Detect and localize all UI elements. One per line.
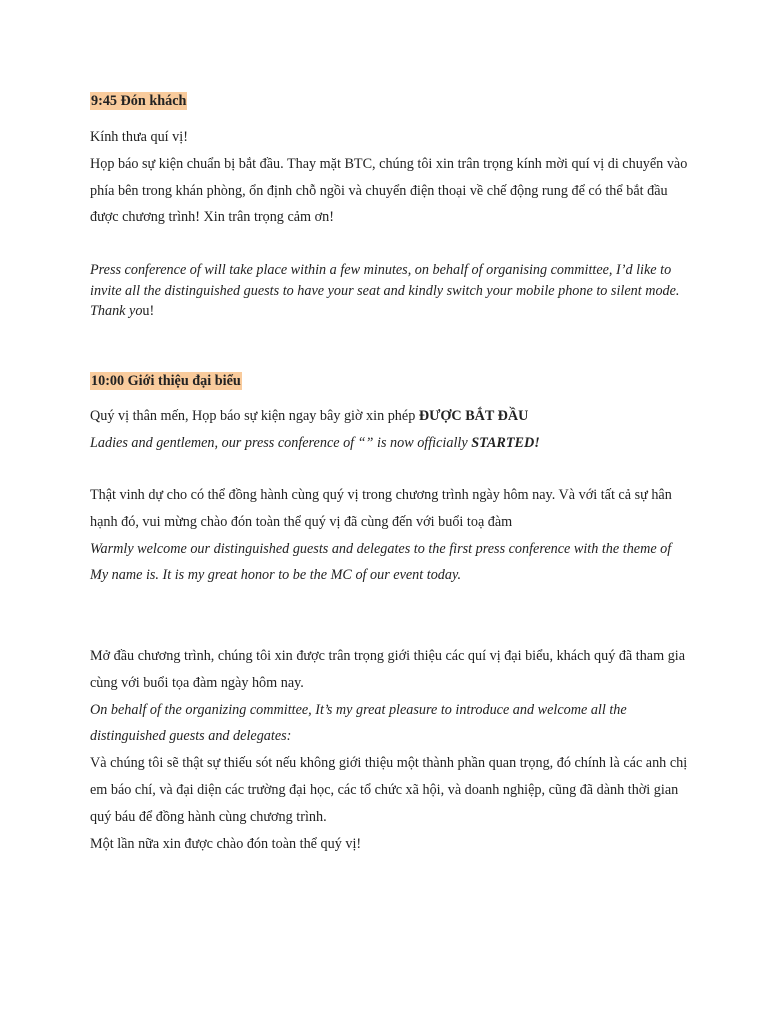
opening-en: [90, 430, 690, 457]
section-1-heading: 9:45 Đón khách: [91, 93, 187, 109]
intro-en: On behalf of the organizing committee, It’s my great pleasure to introduce and welcome all the distinguished guests and delegates:: [90, 701, 627, 745]
section-2-heading-wrap: [90, 372, 690, 390]
intro-block: [90, 643, 690, 857]
intro-vi: Mở đầu chương trình, chúng tôi xin được trân trọng giới thiệu các quí vị đại biểu, khách quý đã tham gia cùng với buổi tọa đàm ngày hôm nay.: [90, 648, 686, 691]
press-thanks-vi: Và chúng tôi sẽ thật sự thiếu sót nếu không giới thiệu một thành phần quan trọng, đó chính là các anh chị em báo chí, và đại diện các trường đại học, các tổ chức xã hội, và doanh nghiệp, cũng đã dành thời gian quý báu để đồng hành cùng chương trình.: [90, 755, 688, 825]
section-1-heading-wrap: [90, 92, 690, 110]
seating-announcement-en: [90, 260, 690, 322]
opening-vi: [90, 403, 690, 430]
opening-vi-bold: ĐƯỢC BẮT ĐẦU: [418, 408, 529, 424]
welcome-en: Warmly welcome our distinguished guests and delegates to the first press conference with the theme of: [90, 540, 672, 557]
opening-block: [90, 403, 690, 457]
seating-announcement-vi: Họp báo sự kiện chuẩn bị bắt đầu. Thay mặt BTC, chúng tôi xin trân trọng kính mời quí vị di chuyển vào phía bên trong khán phòng, ổn định chỗ ngồi và chuyển điện thoại về chế động rung để có thể bắt đầu được chương trình! Xin trân trọng cảm ơn!: [90, 155, 688, 226]
opening-en-bold: STARTED!: [471, 434, 540, 451]
closing-welcome-vi: Một lần nữa xin được chào đón toàn thể quý vị!: [90, 835, 362, 852]
opening-vi-text: Quý vị thân mến, Họp báo sự kiện ngay bây giờ xin phép: [90, 408, 419, 424]
mc-intro-en: My name is. It is my great honor to be the MC of our event today.: [90, 567, 462, 584]
opening-en-text: Ladies and gentlemen, our press conference of “” is now officially: [90, 434, 472, 451]
section-2-heading: 10:00 Giới thiệu đại biểu: [91, 373, 241, 389]
welcome-vi: Thật vinh dự cho có thể đồng hành cùng quý vị trong chương trình ngày hôm nay. Và với tất cả sự hân hạnh đó, vui mừng chào đón toàn thể quý vị đã cùng đến với buổi toạ đàm: [90, 487, 672, 530]
welcome-block: [90, 482, 690, 589]
greeting-line: Kính thưa quí vị!: [90, 129, 188, 145]
seating-announcement-en-end: u!: [142, 303, 155, 319]
seating-announcement-en-text: Press conference of will take place within a few minutes, on behalf of organising committee, I’d like to invite all the distinguished guests to have your seat and kindly switch your mobile phone to silent mode. Thank yo: [90, 262, 680, 319]
section-1-vietnamese: [90, 124, 690, 231]
